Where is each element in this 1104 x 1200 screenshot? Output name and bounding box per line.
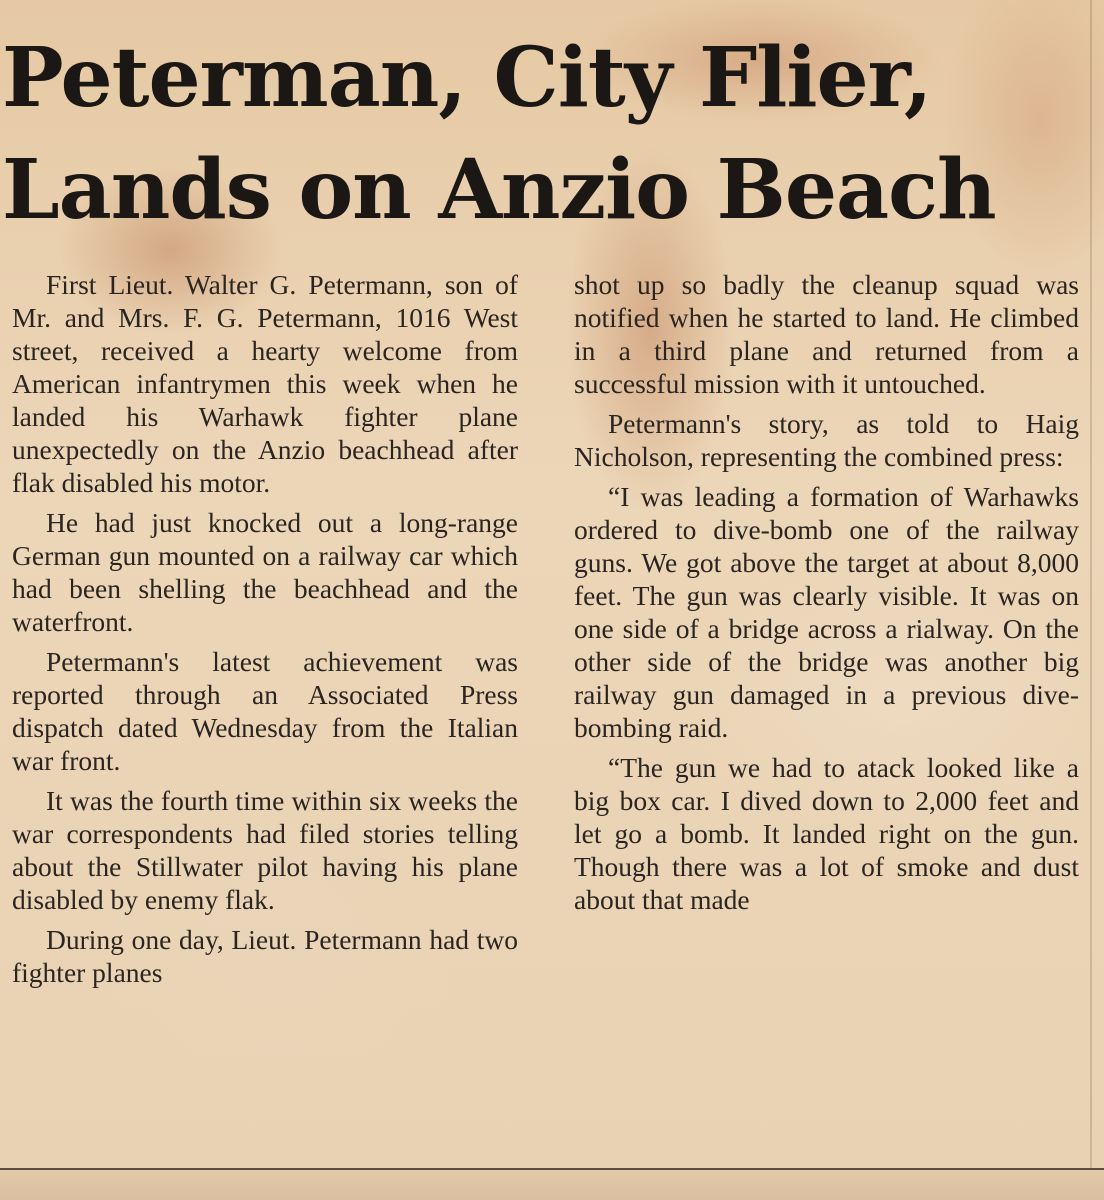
- headline-line-2: Lands on Anzio Beach: [2, 142, 996, 238]
- clipping-bottom-edge: [0, 1168, 1104, 1200]
- left-paragraph-1: First Lieut. Walter G. Petermann, son of Mr. and Mrs. F. G. Petermann, 1016 West street, received a hearty welcome from American infantrymen this week when he landed his Warhawk fighter plane unexpectedly on the Anzio beachhead after flak disabled his motor.: [12, 269, 518, 498]
- left-paragraph-3: Petermann's latest achievement was reported through an Associated Press dispatch dated Wednesday from the Italian war front.: [12, 646, 518, 776]
- left-column: [12, 268, 518, 996]
- right-paragraph-3: “I was leading a formation of Warhawks ordered to dive-bomb one of the railway guns. We got above the target at about 8,000 feet. The gun was clearly visible. It was on one side of a bridge across a rialway. On the other side of the bridge was another big railway gun damaged in a previous dive-bombing raid.: [574, 481, 1079, 743]
- left-paragraph-2: He had just knocked out a long-range German gun mounted on a railway car which had been shelling the beachhead and the waterfront.: [12, 507, 518, 637]
- right-column: [574, 268, 1079, 923]
- headline-line-1: Peterman, City Flier,: [2, 30, 932, 126]
- headline: [2, 22, 1062, 246]
- right-paragraph-4: “The gun we had to atack looked like a big box car. I dived down to 2,000 feet and let go a bomb. It landed right on the gun. Though there was a lot of smoke and dust about that made: [574, 752, 1079, 915]
- clipping-edge-divider: [1090, 0, 1092, 1200]
- left-paragraph-4: It was the fourth time within six weeks the war correspondents had filed stories telling about the Stillwater pilot having his plane disabled by enemy flak.: [12, 785, 518, 915]
- left-paragraph-5: During one day, Lieut. Petermann had two fighter planes: [12, 924, 518, 988]
- right-paragraph-2: Petermann's story, as told to Haig Nicholson, representing the combined press:: [574, 408, 1079, 472]
- right-paragraph-1: shot up so badly the cleanup squad was notified when he started to land. He climbed in a third plane and returned from a successful mission with it untouched.: [574, 269, 1079, 399]
